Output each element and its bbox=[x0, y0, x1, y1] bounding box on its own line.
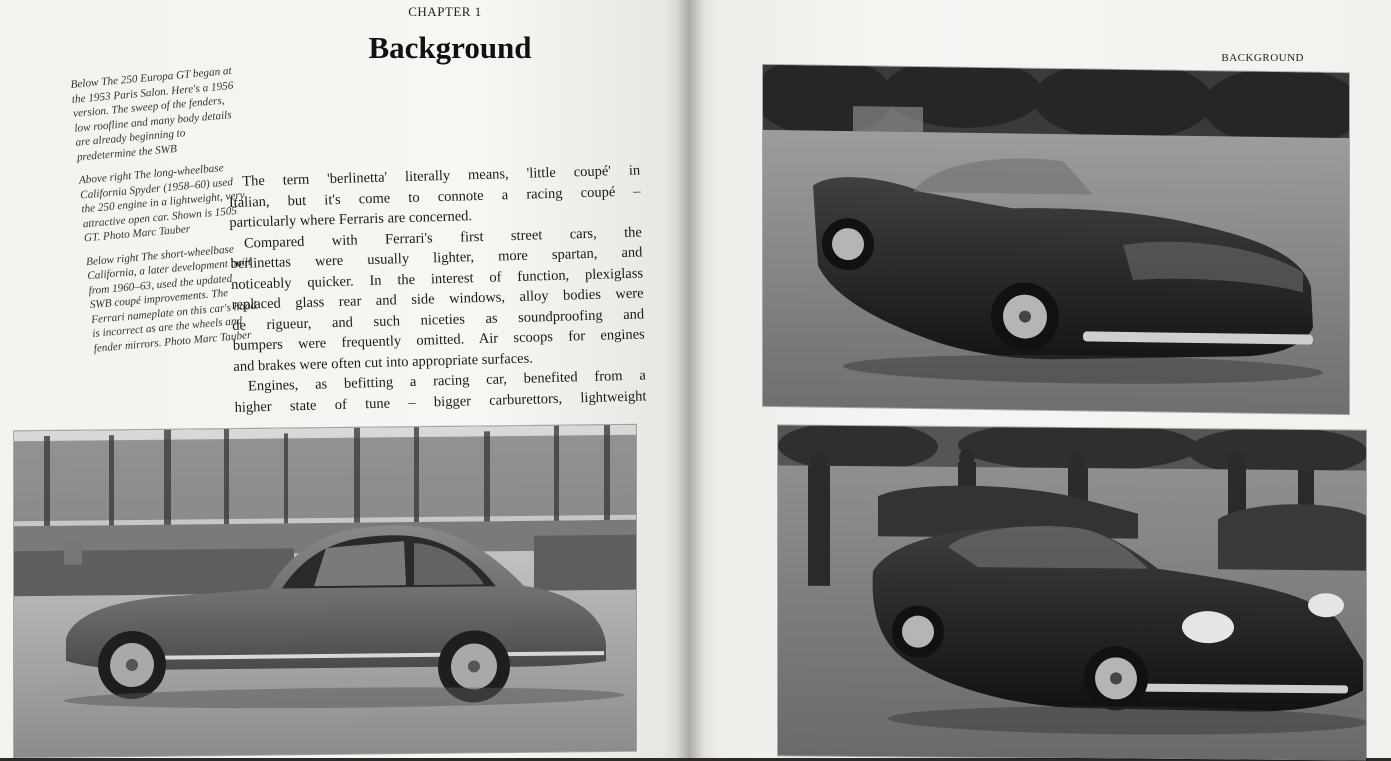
body-line: de rigueur, and such niceties as soundproofing and bbox=[232, 305, 645, 334]
california-swb-photo bbox=[778, 425, 1366, 760]
body-line: replaced glass rear and side windows, alloy bodies were bbox=[231, 285, 644, 313]
california-spyder-lwb-photo bbox=[763, 65, 1349, 414]
body-line: berlinettas were usually lighter, more spartan, and bbox=[230, 244, 643, 272]
chapter-label: CHAPTER 1 bbox=[408, 4, 482, 19]
body-line: bumpers were frequently omitted. Air scoops for engines bbox=[232, 326, 645, 354]
body-line: Engines, as befitting a racing car, benefited from a bbox=[247, 367, 647, 395]
caption-below-right: Below right The short-wheelbase California, a later development built from 1960–63, used the updated SWB coupé improvements. The Ferrari nameplate on this car's hood is incorrect as are the wheels and fender mirrors. Photo Marc Tauber bbox=[85, 242, 257, 355]
body-line: higher state of tune – bigger carburettors, lightweight bbox=[234, 387, 647, 416]
caption-above-right: Above right The long-wheelbase California Spyder (1958–60) used the 250 engine in a lightweight, very attractive open car. Shown is 1505 GT. Photo Marc Tauber bbox=[78, 161, 246, 245]
body-line: noticeably quicker. In the interest of function, plexiglass bbox=[230, 264, 644, 293]
body-line: Italian, but it's come to connote a racing coupé – bbox=[228, 182, 641, 211]
running-head: BACKGROUND bbox=[1221, 52, 1304, 64]
body-line: and brakes were often cut into appropriate surfaces. bbox=[233, 350, 534, 375]
body-line: Compared with Ferrari's first street cars, the bbox=[243, 223, 643, 252]
chapter-title: Background bbox=[368, 30, 532, 65]
caption-below: Below The 250 Europa GT began at the 1953 Paris Salon. Here's a 1956 version. The sweep of the fenders, low roofline and many body details are already beginning to predetermine the SWB bbox=[70, 64, 234, 164]
body-line: particularly where Ferraris are concerned. bbox=[229, 208, 473, 231]
book-gutter bbox=[676, 0, 704, 758]
body-line: The term 'berlinetta' literally means, 'little coupé' in bbox=[242, 162, 641, 190]
body-text bbox=[228, 160, 647, 417]
europa-gt-photo bbox=[14, 425, 636, 758]
